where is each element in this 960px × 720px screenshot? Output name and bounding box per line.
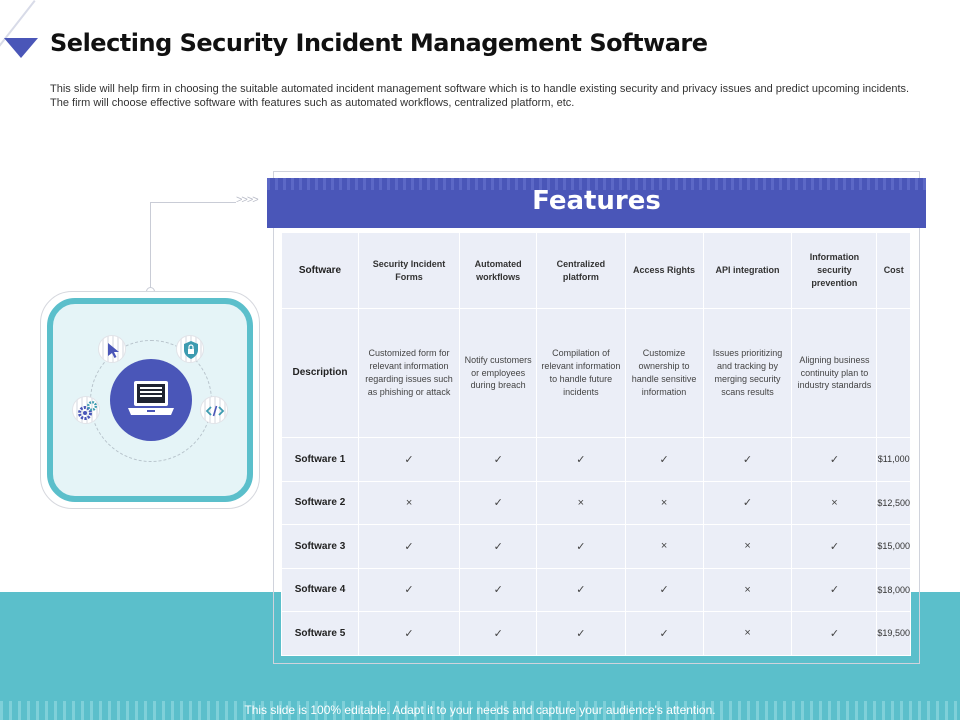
lock-icon-wrap [176, 335, 204, 363]
laptop-icon [110, 359, 192, 441]
check-icon: ✓ [460, 482, 536, 525]
table-row [282, 438, 910, 481]
check-icon: ✓ [359, 525, 459, 568]
cross-icon: × [537, 482, 624, 525]
software-name: Software 1 [282, 438, 358, 481]
check-icon: ✓ [792, 438, 876, 481]
check-icon: ✓ [460, 438, 536, 481]
lock-shield-icon [177, 336, 205, 364]
check-icon: ✓ [460, 569, 536, 612]
cost-cell: $12,500 [877, 482, 910, 525]
check-icon: ✓ [537, 438, 624, 481]
check-icon: ✓ [704, 438, 792, 481]
table-row [282, 569, 910, 612]
features-title: Features [532, 186, 661, 216]
cost-cell: $18,000 [877, 569, 910, 612]
laptop-hub [110, 359, 192, 441]
check-icon: ✓ [359, 569, 459, 612]
check-icon: ✓ [460, 525, 536, 568]
software-name: Software 5 [282, 612, 358, 655]
cost-cell: $11,000 [877, 438, 910, 481]
check-icon: ✓ [537, 525, 624, 568]
column-header: Centralized platform [537, 233, 624, 308]
software-name: Software 4 [282, 569, 358, 612]
description-cell: Customized form for relevant information regarding issues such as phishing or attack [359, 309, 459, 437]
column-header: Information security prevention [792, 233, 876, 308]
cross-icon: × [704, 569, 792, 612]
description-cell: Customize ownership to handle sensitive information [626, 309, 703, 437]
check-icon: ✓ [626, 569, 703, 612]
table-row [282, 612, 910, 655]
check-icon: ✓ [792, 612, 876, 655]
software-name: Software 2 [282, 482, 358, 525]
row-label: Description [282, 309, 358, 437]
column-header: API integration [704, 233, 792, 308]
connector-line [150, 202, 151, 292]
cursor-icon [99, 336, 127, 364]
software-name: Software 3 [282, 525, 358, 568]
check-icon: ✓ [704, 482, 792, 525]
chevrons-icon: >>>> [236, 194, 258, 206]
software-rows [282, 438, 910, 655]
description-cell: Aligning business continuity plan to industry standards [792, 309, 876, 437]
check-icon: ✓ [792, 569, 876, 612]
column-header: Cost [877, 233, 910, 308]
description-cell: Issues prioritizing and tracking by merging security scans results [704, 309, 792, 437]
cross-icon: × [626, 525, 703, 568]
header-row [282, 233, 910, 308]
check-icon: ✓ [792, 525, 876, 568]
table-row [282, 525, 910, 568]
code-icon [201, 397, 229, 425]
gears-icon-wrap [72, 396, 100, 424]
description-cell: Notify customers or employees during breach [460, 309, 536, 437]
code-icon-wrap [200, 396, 228, 424]
cost-cell: $15,000 [877, 525, 910, 568]
column-header: Security Incident Forms [359, 233, 459, 308]
cost-cell: $19,500 [877, 612, 910, 655]
column-header: Software [282, 233, 358, 308]
description-cell [877, 309, 910, 437]
check-icon: ✓ [460, 612, 536, 655]
check-icon: ✓ [626, 612, 703, 655]
gears-icon [73, 397, 101, 425]
check-icon: ✓ [537, 569, 624, 612]
check-icon: ✓ [359, 612, 459, 655]
check-icon: ✓ [626, 438, 703, 481]
features-table [281, 232, 911, 656]
connector-line [150, 202, 236, 203]
check-icon: ✓ [359, 438, 459, 481]
table-row [282, 482, 910, 525]
page-title: Selecting Security Incident Management Software [50, 29, 708, 57]
column-header: Access Rights [626, 233, 703, 308]
cross-icon: × [792, 482, 876, 525]
footer-text: This slide is 100% editable. Adapt it to your needs and capture your audience's attention. [244, 703, 716, 717]
cross-icon: × [626, 482, 703, 525]
cross-icon: × [359, 482, 459, 525]
cross-icon: × [704, 612, 792, 655]
column-header: Automated workflows [460, 233, 536, 308]
features-banner [267, 178, 926, 228]
cross-icon: × [704, 525, 792, 568]
description-row [282, 309, 910, 437]
cursor-icon-wrap [98, 335, 126, 363]
description-cell: Compilation of relevant information to handle future incidents [537, 309, 624, 437]
title-triangle-icon [4, 38, 38, 58]
page-subtitle: This slide will help firm in choosing the suitable automated incident management software which is to handle existing security and privacy issues and predict upcoming incidents. The firm will choose effective software with features such as automated workflows, centralized platform, etc. [50, 83, 910, 109]
check-icon: ✓ [537, 612, 624, 655]
